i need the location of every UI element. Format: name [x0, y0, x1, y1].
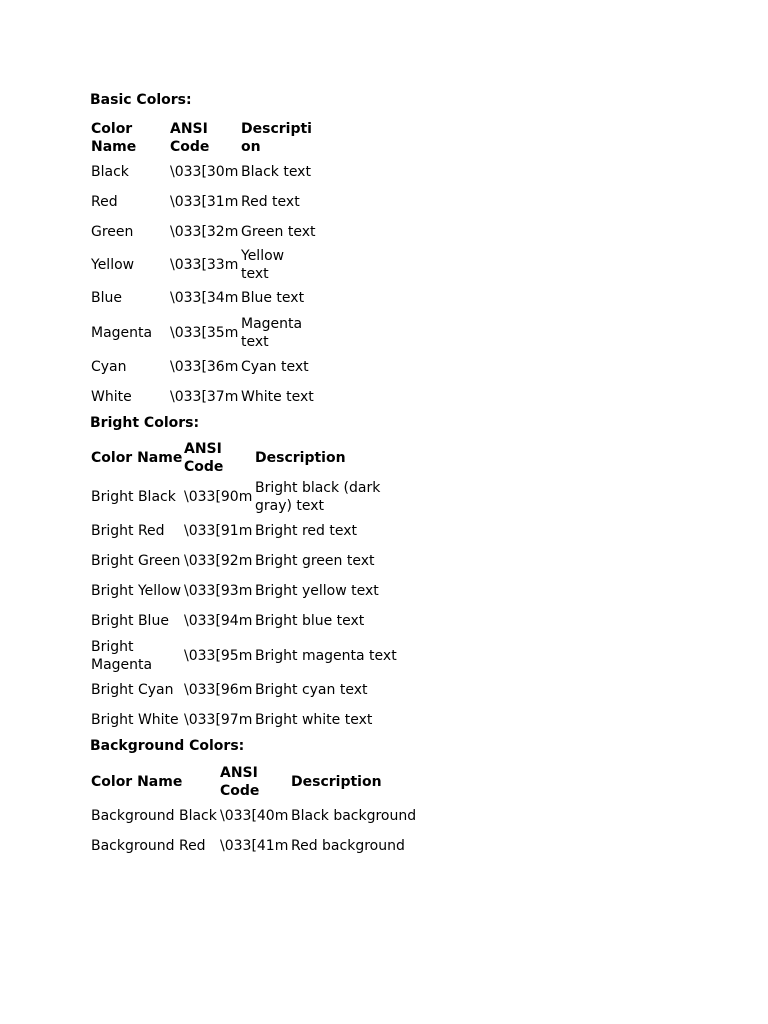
- table-row: [90, 217, 316, 247]
- cell-ansi-code: \033[31m: [170, 194, 239, 210]
- cell-color-name: Background Black: [91, 808, 217, 824]
- header-color-name: Color Name: [91, 449, 183, 466]
- cell-ansi-code: \033[30m: [170, 164, 239, 180]
- cell-description: Bright blue text: [255, 613, 365, 629]
- cell-description: Red text: [241, 194, 300, 210]
- cell-ansi-code: \033[37m: [170, 389, 239, 405]
- cell-ansi-code: \033[36m: [170, 359, 239, 375]
- cell-description: Bright white text: [255, 712, 373, 728]
- cell-color-name: Bright Yellow: [91, 583, 182, 599]
- header-description: Description: [291, 773, 382, 790]
- cell-ansi-code: \033[92m: [184, 553, 253, 569]
- cell-color-name: Bright White: [91, 712, 179, 728]
- header-color-name: Color Name: [91, 120, 137, 155]
- cell-ansi-code: \033[95m: [184, 647, 253, 664]
- cell-description: Bright green text: [255, 553, 375, 569]
- table-row: [90, 157, 316, 187]
- table-row: [90, 477, 405, 516]
- cell-description: Black background: [291, 808, 417, 824]
- cell-ansi-code: \033[40m: [220, 808, 289, 824]
- table-row: [90, 576, 405, 606]
- cell-color-name: Blue: [91, 290, 122, 306]
- cell-description: Bright black (dark gray) text: [255, 479, 381, 514]
- cell-ansi-code: \033[91m: [184, 523, 253, 539]
- cell-description: Red background: [291, 838, 405, 854]
- cell-color-name: Background Red: [91, 838, 206, 854]
- cell-description: Magenta text: [241, 315, 303, 350]
- cell-description: Bright magenta text: [255, 647, 397, 664]
- header-ansi-code: ANSI Code: [220, 764, 260, 799]
- table-row: [90, 831, 431, 861]
- cell-ansi-code: \033[32m: [170, 224, 239, 240]
- table-row: [90, 606, 405, 636]
- table-row: [90, 283, 316, 313]
- header-description: Descripti on: [241, 120, 312, 155]
- cell-color-name: Red: [91, 194, 118, 210]
- table-row: [90, 636, 405, 675]
- cell-description: White text: [241, 389, 314, 405]
- section-title-bright-colors: Bright Colors:: [90, 415, 200, 431]
- table-row: [90, 516, 405, 546]
- table-row: [90, 675, 405, 705]
- cell-color-name: Cyan: [91, 359, 127, 375]
- section-title-basic-colors: Basic Colors:: [90, 92, 192, 108]
- cell-color-name: Bright Red: [91, 523, 165, 539]
- table-header-row: [90, 762, 431, 801]
- cell-color-name: Bright Cyan: [91, 682, 174, 698]
- cell-color-name: Bright Blue: [91, 613, 169, 629]
- cell-ansi-code: \033[94m: [184, 613, 253, 629]
- header-color-name: Color Name: [91, 773, 183, 790]
- cell-description: Green text: [241, 224, 316, 240]
- table-bright-colors: [90, 438, 405, 735]
- cell-ansi-code: \033[34m: [170, 290, 239, 306]
- cell-description: Cyan text: [241, 359, 309, 375]
- cell-ansi-code: \033[93m: [184, 583, 253, 599]
- table-background-colors: [90, 762, 431, 861]
- table-header-row: [90, 118, 316, 157]
- cell-ansi-code: \033[90m: [184, 488, 253, 505]
- cell-description: Blue text: [241, 290, 305, 306]
- table-row: [90, 546, 405, 576]
- table-header-row: [90, 438, 405, 477]
- cell-description: Bright cyan text: [255, 682, 368, 698]
- cell-description: Black text: [241, 164, 311, 180]
- table-row: [90, 382, 316, 412]
- cell-ansi-code: \033[96m: [184, 682, 253, 698]
- cell-description: Bright red text: [255, 523, 357, 539]
- cell-color-name: Bright Black: [91, 488, 176, 505]
- cell-description: Bright yellow text: [255, 583, 379, 599]
- header-description: Description: [255, 449, 346, 466]
- cell-color-name: White: [91, 389, 132, 405]
- cell-ansi-code: \033[41m: [220, 838, 289, 854]
- table-row: [90, 801, 431, 831]
- table-row: [90, 247, 316, 283]
- cell-color-name: Green: [91, 224, 134, 240]
- cell-color-name: Bright Magenta: [91, 638, 153, 673]
- table-row: [90, 313, 316, 352]
- cell-color-name: Yellow: [91, 257, 135, 273]
- cell-ansi-code: \033[33m: [170, 257, 239, 273]
- table-row: [90, 705, 405, 735]
- table-row: [90, 352, 316, 382]
- cell-color-name: Bright Green: [91, 553, 181, 569]
- header-ansi-code: ANSI Code: [184, 440, 224, 475]
- cell-description: Yellow text: [241, 248, 285, 282]
- cell-color-name: Magenta: [91, 324, 153, 341]
- cell-ansi-code: \033[97m: [184, 712, 253, 728]
- document-content: [90, 91, 431, 861]
- cell-ansi-code: \033[35m: [170, 324, 239, 341]
- table-basic-colors: [90, 118, 316, 412]
- cell-color-name: Black: [91, 164, 129, 180]
- table-row: [90, 187, 316, 217]
- header-ansi-code: ANSI Code: [170, 120, 210, 155]
- section-title-background-colors: Background Colors:: [90, 738, 245, 754]
